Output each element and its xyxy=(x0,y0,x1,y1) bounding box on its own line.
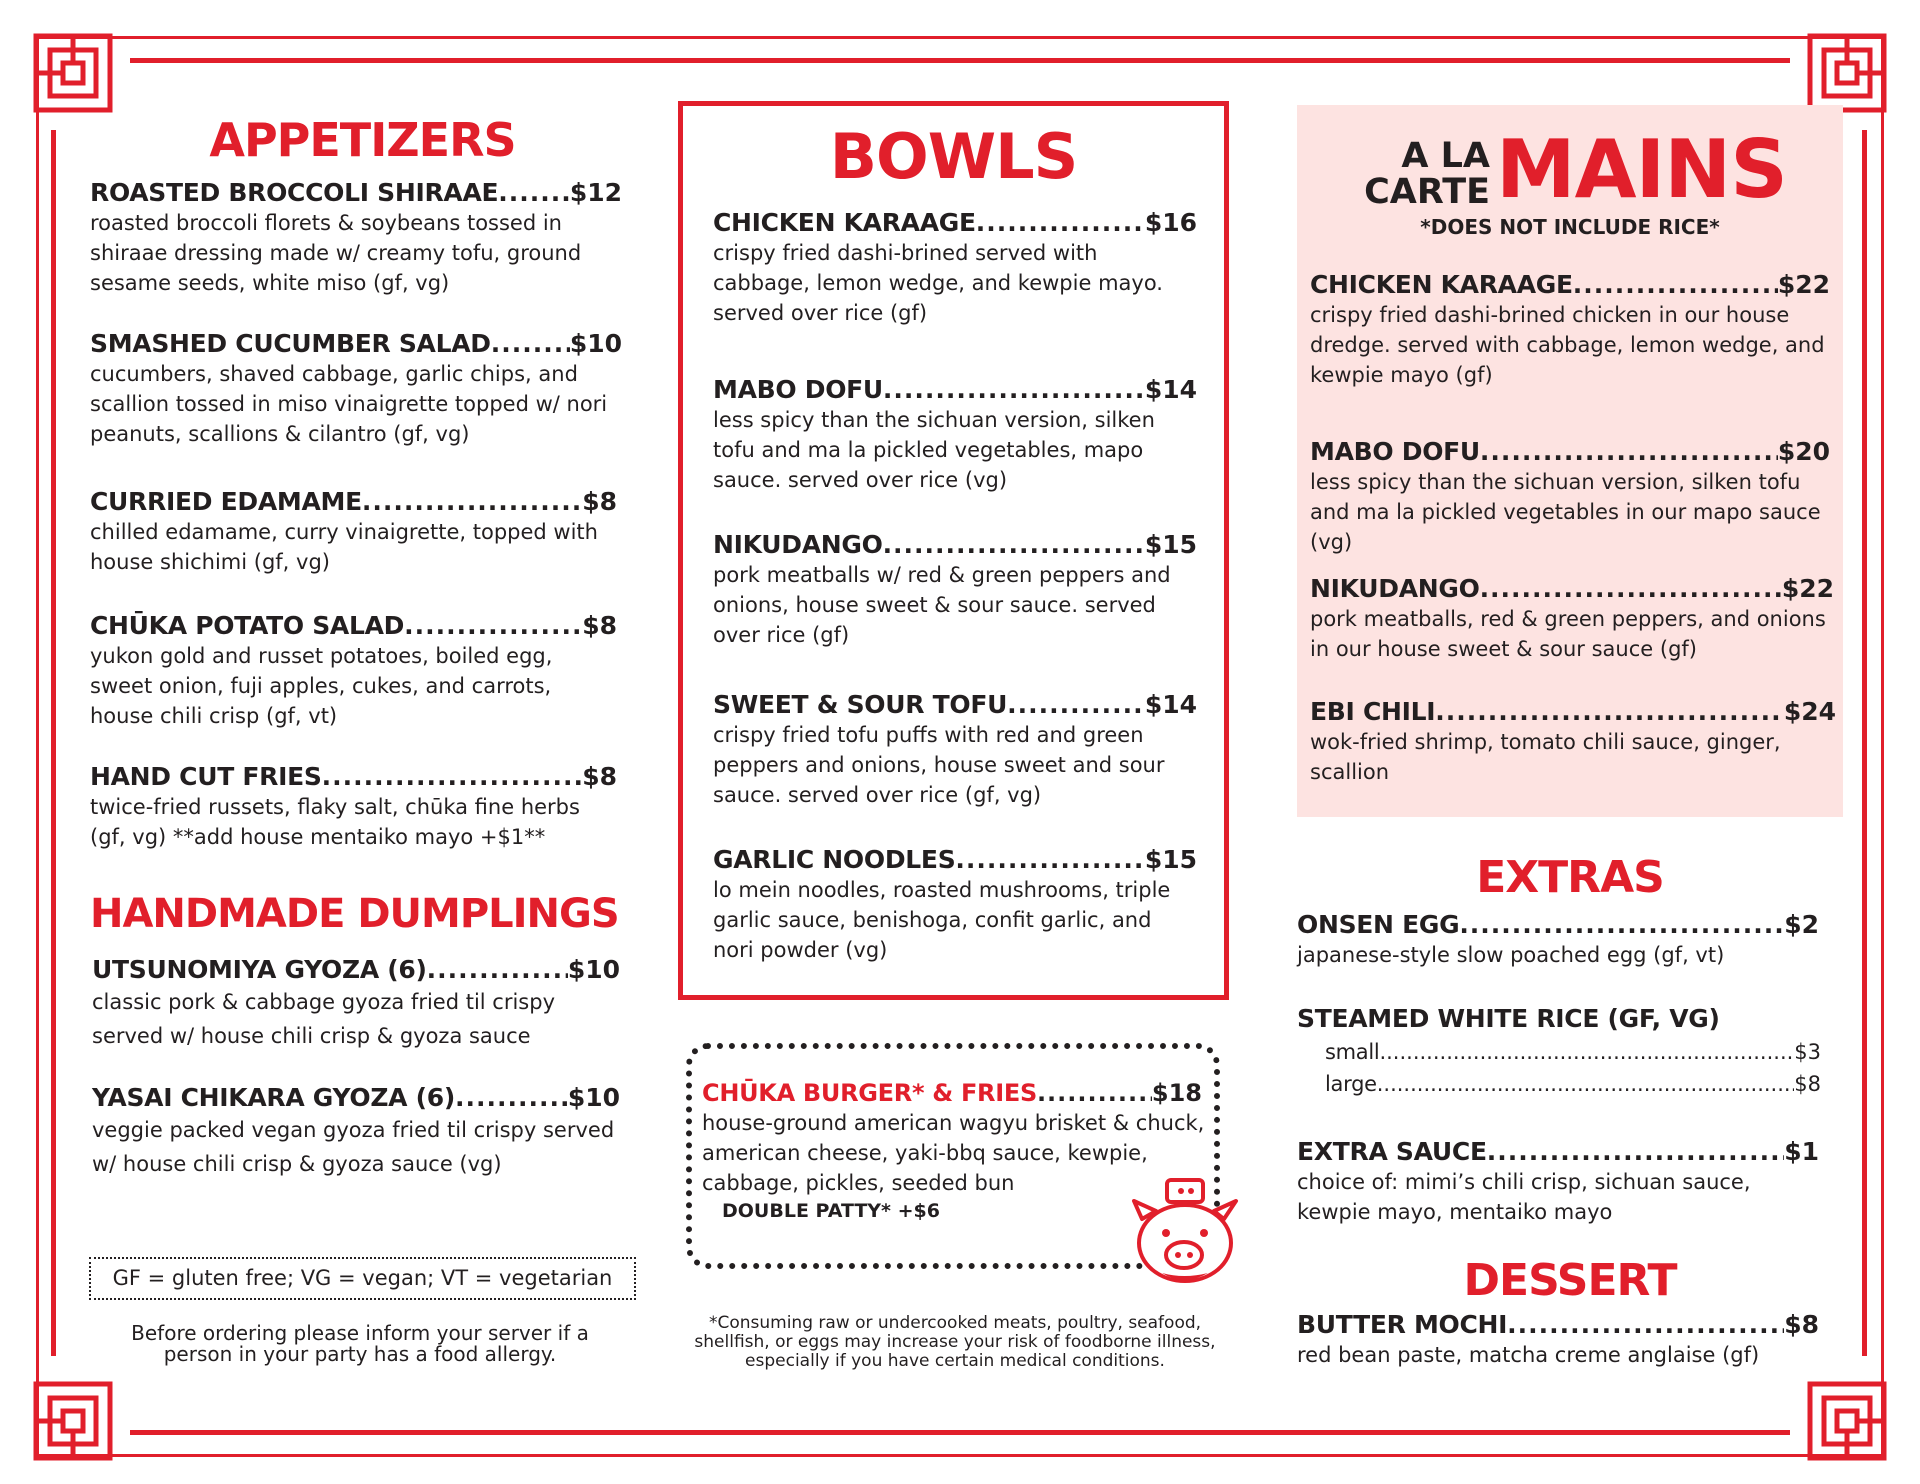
mains-subtitle: *DOES NOT INCLUDE RICE* xyxy=(1420,215,1720,239)
item-name: NIKUDANGO xyxy=(1310,574,1480,603)
rice-small-price: $3 xyxy=(1794,1040,1821,1064)
menu-item xyxy=(90,329,622,449)
item-name: EXTRA SAUCE xyxy=(1297,1137,1487,1166)
chinese-knot-corner-icon xyxy=(30,1378,116,1464)
item-name: MABO DOFU xyxy=(713,375,883,404)
item-desc: less spicy than the sichuan version, silken tofu and ma la pickled vegetables in our mapo sauce (vg) xyxy=(1310,470,1821,554)
item-price: $10 xyxy=(569,329,622,358)
item-price: $8 xyxy=(582,487,617,516)
item-desc: house-ground american wagyu brisket & chuck, american cheese, yaki-bbq sauce, kewpie, cabbage, pickles, seeded bun xyxy=(702,1111,1205,1195)
item-name: EBI CHILI xyxy=(1310,697,1436,726)
menu-item xyxy=(1310,437,1830,557)
item-desc: crispy fried dashi-brined served with cabbage, lemon wedge, and kewpie mayo. served over rice (gf) xyxy=(713,241,1163,325)
menu-item xyxy=(90,611,617,731)
menu-item xyxy=(1297,1004,1821,1100)
item-desc: crispy fried dashi-brined chicken in our house dredge. served with cabbage, lemon wedge, and kewpie mayo (gf) xyxy=(1310,303,1825,387)
consumption-warning: *Consuming raw or undercooked meats, poultry, seafood, shellfish, or eggs may increase your risk of foodborne illness, especially if you have certain medical conditions. xyxy=(694,1313,1216,1371)
item-name: CHŪKA BURGER* & FRIES xyxy=(702,1079,1037,1107)
item-price: $15 xyxy=(1144,530,1197,559)
border-top-outer xyxy=(36,36,1884,39)
menu-item xyxy=(713,690,1197,810)
item-desc: red bean paste, matcha creme anglaise (gf) xyxy=(1297,1343,1760,1367)
appetizers-title: APPETIZERS xyxy=(209,113,516,167)
mains-title: MAINS xyxy=(1496,123,1787,216)
border-top xyxy=(130,58,1790,63)
item-price: $22 xyxy=(1781,574,1834,603)
item-desc: twice-fried russets, flaky salt, chūka fine herbs (gf, vg) **add house mentaiko mayo +$1** xyxy=(90,795,580,849)
item-price: $12 xyxy=(569,178,622,207)
menu-item xyxy=(1310,270,1830,390)
item-price: $14 xyxy=(1144,690,1197,719)
item-price: $10 xyxy=(567,1083,620,1112)
pig-chef-mascot-icon xyxy=(1126,1175,1244,1293)
item-desc: japanese-style slow poached egg (gf, vt) xyxy=(1297,943,1725,967)
border-left xyxy=(51,130,56,1356)
border-right-outer xyxy=(1881,36,1884,1457)
border-right xyxy=(1862,130,1867,1356)
extras-title: EXTRAS xyxy=(1476,852,1664,903)
bowls-title: BOWLS xyxy=(829,120,1078,193)
chinese-knot-corner-icon xyxy=(1804,1378,1890,1464)
item-name: ROASTED BROCCOLI SHIRAAE xyxy=(90,178,499,207)
allergy-note: Before ordering please inform your server if a person in your party has a food allergy. xyxy=(131,1321,589,1366)
item-price: $18 xyxy=(1151,1079,1202,1107)
item-name: GARLIC NOODLES xyxy=(713,845,956,874)
rice-large-label: large xyxy=(1325,1072,1377,1096)
mains-prefix xyxy=(1340,138,1490,210)
item-desc: wok-fried shrimp, tomato chili sauce, ginger, scallion xyxy=(1310,730,1781,784)
chinese-knot-corner-icon xyxy=(1804,30,1890,116)
diet-legend: GF = gluten free; VG = vegan; VT = vegetarian xyxy=(89,1257,636,1300)
burger-addon: DOUBLE PATTY* +$6 xyxy=(722,1200,940,1222)
item-name: CHICKEN KARAAGE xyxy=(713,208,976,237)
menu-item xyxy=(90,762,617,852)
item-price: $8 xyxy=(582,611,617,640)
mains-prefix-line1: A LA xyxy=(1401,136,1490,176)
menu-item xyxy=(92,1083,620,1181)
menu-item xyxy=(713,845,1197,965)
item-desc: crispy fried tofu puffs with red and green peppers and onions, house sweet and sour sauce. served over rice (gf, vg) xyxy=(713,723,1165,807)
item-name: BUTTER MOCHI xyxy=(1297,1310,1508,1339)
dessert-title: DESSERT xyxy=(1463,1255,1677,1306)
item-name: YASAI CHIKARA GYOZA (6) xyxy=(92,1083,455,1112)
menu-item xyxy=(1297,1310,1819,1370)
menu-item xyxy=(90,487,617,577)
border-left-outer xyxy=(36,36,39,1457)
item-price: $14 xyxy=(1144,375,1197,404)
menu-item xyxy=(1297,910,1819,970)
rice-small-label: small xyxy=(1325,1040,1380,1064)
item-price: $24 xyxy=(1783,697,1836,726)
item-price: $15 xyxy=(1144,845,1197,874)
menu-item xyxy=(92,955,620,1053)
item-name: STEAMED WHITE RICE (GF, VG) xyxy=(1297,1004,1720,1033)
item-desc: pork meatballs w/ red & green peppers and onions, house sweet & sour sauce. served over rice (gf) xyxy=(713,563,1171,647)
border-bottom-outer xyxy=(36,1454,1884,1457)
item-name: UTSUNOMIYA GYOZA (6) xyxy=(92,955,427,984)
item-desc: pork meatballs, red & green peppers, and onions in our house sweet & sour sauce (gf) xyxy=(1310,607,1826,661)
item-desc: less spicy than the sichuan version, silken tofu and ma la pickled vegetables, mapo sauce. served over rice (vg) xyxy=(713,408,1155,492)
item-price: $10 xyxy=(567,955,620,984)
menu-item xyxy=(90,178,622,298)
dumplings-title: HANDMADE DUMPLINGS xyxy=(90,891,619,937)
item-desc: choice of: mimi’s chili crisp, sichuan sauce, kewpie mayo, mentaiko mayo xyxy=(1297,1170,1751,1224)
mains-prefix-line2: CARTE xyxy=(1364,172,1490,212)
border-bottom xyxy=(130,1430,1790,1435)
item-price: $8 xyxy=(1784,1310,1819,1339)
item-desc: chilled edamame, curry vinaigrette, topped with house shichimi (gf, vg) xyxy=(90,520,598,574)
item-name: MABO DOFU xyxy=(1310,437,1480,466)
item-price: $2 xyxy=(1784,910,1819,939)
item-price: $1 xyxy=(1784,1137,1819,1166)
menu-item xyxy=(713,530,1197,650)
item-name: CHICKEN KARAAGE xyxy=(1310,270,1573,299)
rice-large-price: $8 xyxy=(1794,1072,1821,1096)
item-price: $20 xyxy=(1777,437,1830,466)
item-name: ONSEN EGG xyxy=(1297,910,1460,939)
item-desc: veggie packed vegan gyoza fried til crispy served w/ house chili crisp & gyoza sauce (vg) xyxy=(92,1118,615,1176)
item-name: CURRIED EDAMAME xyxy=(90,487,362,516)
item-price: $8 xyxy=(582,762,617,791)
item-desc: yukon gold and russet potatoes, boiled egg, sweet onion, fuji apples, cukes, and carrots, house chili crisp (gf, vt) xyxy=(90,644,553,728)
menu-item xyxy=(1310,697,1836,787)
item-name: SMASHED CUCUMBER SALAD xyxy=(90,329,491,358)
chinese-knot-corner-icon xyxy=(30,30,116,116)
menu-item xyxy=(713,375,1197,495)
item-name: CHŪKA POTATO SALAD xyxy=(90,611,405,640)
item-name: NIKUDANGO xyxy=(713,530,883,559)
item-desc: cucumbers, shaved cabbage, garlic chips, and scallion tossed in miso vinaigrette topped w/ nori peanuts, scallions & cilantro (gf, vg) xyxy=(90,362,608,446)
item-price: $16 xyxy=(1144,208,1197,237)
menu-item xyxy=(1297,1137,1819,1227)
menu-item xyxy=(713,208,1197,328)
item-desc: classic pork & cabbage gyoza fried til crispy served w/ house chili crisp & gyoza sauce xyxy=(92,990,556,1048)
item-desc: roasted broccoli florets & soybeans tossed in shiraae dressing made w/ creamy tofu, ground sesame seeds, white miso (gf, vg) xyxy=(90,211,582,295)
menu-item xyxy=(1310,574,1834,664)
item-name: SWEET & SOUR TOFU xyxy=(713,690,1008,719)
item-price: $22 xyxy=(1777,270,1830,299)
item-desc: lo mein noodles, roasted mushrooms, triple garlic sauce, benishoga, confit garlic, and nori powder (vg) xyxy=(713,878,1171,962)
item-name: HAND CUT FRIES xyxy=(90,762,322,791)
